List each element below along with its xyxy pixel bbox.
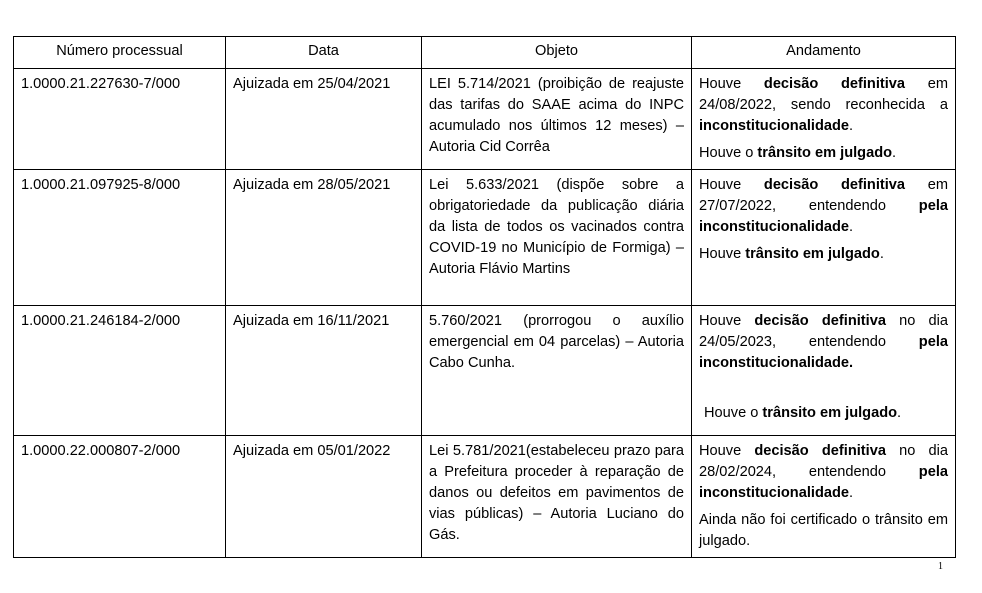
andamento-decision: Houve decisão definitiva no dia 24/05/2023, entendendo pela inconstitucionalidade.: [699, 313, 948, 371]
cell-numero: 1.0000.22.000807-2/000: [14, 436, 226, 558]
andamento-transit: Houve o trânsito em julgado.: [699, 145, 897, 161]
page-number: 1: [938, 561, 943, 572]
andamento-decision: Houve decisão definitiva em 24/08/2022, sendo reconhecida a inconstitucionalidade.: [699, 76, 949, 134]
processes-table: [13, 36, 956, 558]
cell-andamento: [692, 69, 956, 170]
cell-andamento: [692, 306, 956, 436]
andamento-decision: Houve decisão definitiva no dia 28/02/2024, entendendo pela inconstitucionalidade.: [699, 443, 948, 501]
andamento-transit: Ainda não foi certificado o trânsito em julgado.: [699, 512, 948, 549]
cell-numero: 1.0000.21.097925-8/000: [14, 170, 226, 306]
table-row: [14, 170, 956, 306]
cell-objeto: 5.760/2021 (prorrogou o auxílio emergencial em 04 parcelas) – Autoria Cabo Cunha.: [422, 306, 692, 436]
cell-objeto: Lei 5.781/2021(estabeleceu prazo para a Prefeitura proceder à reparação de danos ou defeitos em pavimentos de vias públicas) – Autoria Luciano do Gás.: [422, 436, 692, 558]
table-header-row: [14, 37, 956, 69]
cell-data: Ajuizada em 05/01/2022: [226, 436, 422, 558]
header-numero-processual: Número processual: [14, 37, 226, 69]
cell-objeto: LEI 5.714/2021 (proibição de reajuste das tarifas do SAAE acima do INPC acumulado nos últimos 12 meses) – Autoria Cid Corrêa: [422, 69, 692, 170]
cell-data: Ajuizada em 16/11/2021: [226, 306, 422, 436]
header-andamento: Andamento: [692, 37, 956, 69]
table-row: [14, 306, 956, 436]
andamento-transit: Houve trânsito em julgado.: [699, 246, 884, 262]
cell-andamento: [692, 436, 956, 558]
header-objeto: Objeto: [422, 37, 692, 69]
cell-objeto: Lei 5.633/2021 (dispõe sobre a obrigatoriedade da publicação diária da lista de todos os vacinados contra COVID-19 no Município de Formiga) – Autoria Flávio Martins: [422, 170, 692, 306]
header-data: Data: [226, 37, 422, 69]
cell-data: Ajuizada em 28/05/2021: [226, 170, 422, 306]
table-row: [14, 69, 956, 170]
table-row: [14, 436, 956, 558]
cell-andamento: [692, 170, 956, 306]
andamento-decision: Houve decisão definitiva em 27/07/2022, entendendo pela inconstitucionalidade.: [699, 177, 949, 235]
cell-data: Ajuizada em 25/04/2021: [226, 69, 422, 170]
andamento-transit: Houve o trânsito em julgado.: [704, 405, 902, 421]
cell-numero: 1.0000.21.246184-2/000: [14, 306, 226, 436]
cell-numero: 1.0000.21.227630-7/000: [14, 69, 226, 170]
